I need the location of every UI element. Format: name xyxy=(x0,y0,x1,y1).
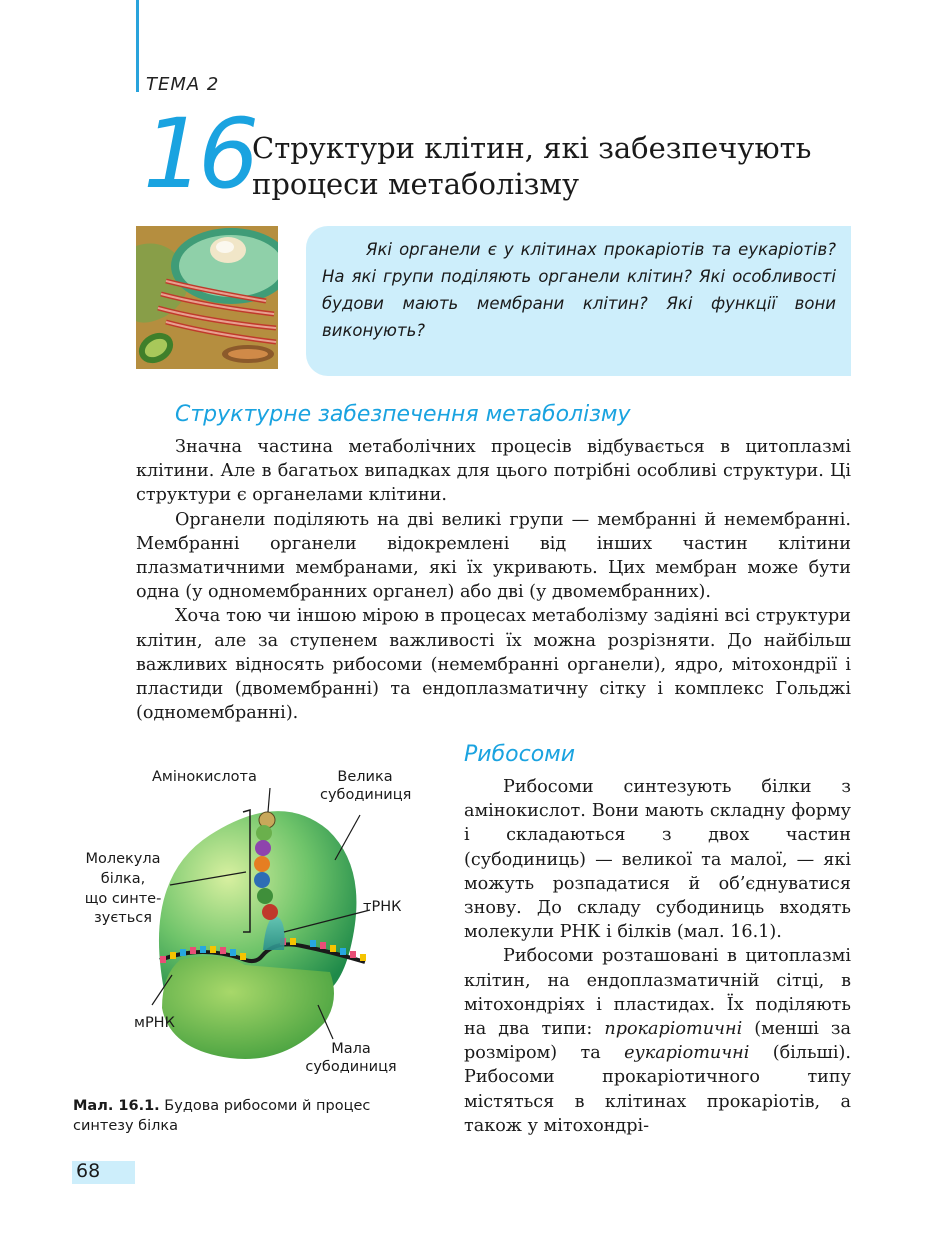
paragraph: Рибосоми синтезують білки з амінокислот. Вони мають складну форму і складаються з двох частин (субодиниць) — великої та малої, — які можуть розпадатися й об’єднуватися знову. До складу субодиниць входять молекули РНК і білків (мал. 16.1). xyxy=(464,777,851,943)
label-trna: тРНК xyxy=(363,899,402,915)
section-heading-metabolism: Структурне забезпечення метаболізму xyxy=(175,402,631,427)
paragraph xyxy=(464,944,851,1138)
page-number: 68 xyxy=(76,1160,101,1182)
label-protein-line4: зується xyxy=(94,910,152,926)
label-protein-line3: що синте- xyxy=(84,891,162,907)
intro-questions: Які органели є у клітинах прокаріотів та еукаріотів? На які групи поділяють органели клітин? Які особливості будови мають мембрани клітин? Які функції вони виконують? xyxy=(322,240,836,340)
topic-accent-bar xyxy=(136,0,139,92)
label-protein-line2: білка, xyxy=(100,871,146,887)
section-body-ribosomes xyxy=(464,775,851,1138)
label-small-subunit-line1: Мала xyxy=(331,1041,371,1057)
figure-caption-label: Мал. 16.1. xyxy=(73,1098,160,1114)
section-body-metabolism xyxy=(136,435,851,725)
paragraph: Органели поділяють на дві великі групи — мембранні й немембранні. Мембранні органели відокремлені від інших частин клітини плазматичними мембранами, які їх укривають. Цих мембран може бути одна (у одномембранних органел) або дві (у двомембранних). xyxy=(136,509,851,603)
label-mrna: мРНК xyxy=(134,1015,175,1031)
term-eukaryotic: еукаріотичні xyxy=(624,1043,750,1064)
paragraph-text: (менші за розміром) та xyxy=(464,1019,852,1064)
paragraph: Хоча тою чи іншою мірою в процесах метаболізму задіяні всі структури клітин, але за ступенем важливості їх можна розрізняти. До найбільш важливих відносять рибосоми (немембранні органели), ядро, мітохондрії і пластиди (двомембранні) та ендоплазматичну сітку і комплекс Гольджі (одномембранні). xyxy=(136,606,851,724)
term-prokaryotic: прокаріотичні xyxy=(604,1019,743,1040)
label-large-subunit-line1: Велика xyxy=(337,769,393,785)
paragraph-text: Рибосоми розташовані в цитоплазмі клітин, на ендоплазматичній сітці, в мітохондріях і пластидах. Їх поділяють на два типи: xyxy=(464,946,851,1040)
lesson-number: 16 xyxy=(143,98,254,210)
cell-illustration xyxy=(136,226,278,369)
label-amino-acid: Амінокислота xyxy=(152,769,257,785)
figure-caption-text: Будова рибосоми й процес синтезу білка xyxy=(73,1098,371,1134)
label-small-subunit-line2: субодиниця xyxy=(305,1059,397,1075)
paragraph-text: (більші). Рибосоми прокаріотичного типу містяться в клітинах прокаріотів, а також у мітохондрі- xyxy=(464,1043,852,1136)
page-title: Структури клітин, які забезпечують процеси метаболізму xyxy=(252,131,812,201)
ribosome-figure xyxy=(70,760,440,1090)
label-protein-line1: Молекула xyxy=(85,851,161,867)
paragraph: Значна частина метаболічних процесів відбувається в цитоплазмі клітини. Але в багатьох випадках для цього потрібні особливі структури. Ці структури є органелами клітини. xyxy=(136,437,851,506)
topic-label: ТЕМА 2 xyxy=(146,74,220,95)
label-large-subunit-line2: субодиниця xyxy=(320,787,412,803)
section-heading-ribosomes: Рибосоми xyxy=(464,742,576,767)
figure-caption xyxy=(73,1096,413,1136)
